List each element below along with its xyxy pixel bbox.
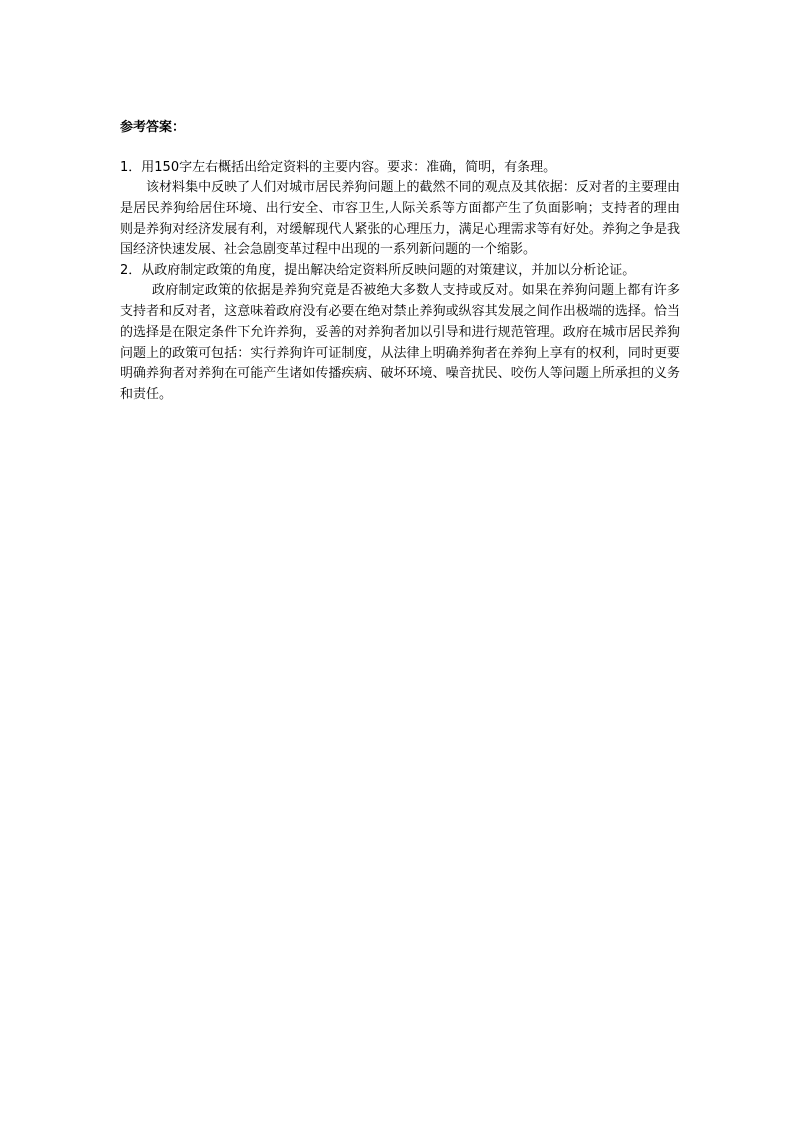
- answer-2-paragraph: 政府制定政策的依据是养狗究竟是否被绝大多数人支持或反对。如果在养狗问题上都有许多支持者和反对者，这意味着政府没有必要在绝对禁止养狗或纵容其发展之间作出极端的选择。恰当的选择是在限定条件下允许养狗，妥善的对养狗者加以引导和进行规范管理。政府在城市居民养狗问题上的政策可包括：实行养狗许可证制度，从法律上明确养狗者在养狗上享有的权利，同时更要明确养狗者对养狗在可能产生诸如传播疾病、破坏环境、噪音扰民、咬伤人等问题上所承担的义务和责任。: [120, 283, 680, 403]
- question-1: 1．用150字左右概括出给定资料的主要内容。要求：准确，简明，有条理。: [120, 160, 557, 175]
- answer-1-paragraph: 该材料集中反映了人们对城市居民养狗问题上的截然不同的观点及其依据：反对者的主要理由是居民养狗给居住环境、出行安全、市容卫生,人际关系等方面都产生了负面影响；支持者的理由则是养狗对经济发展有利，对缓解现代人紧张的心理压力，满足心理需求等有好处。养狗之争是我国经济快速发展、社会急剧变革过程中出现的一系列新问题的一个缩影。: [120, 180, 680, 258]
- answer-heading: 参考答案：: [120, 120, 186, 135]
- question-2: 2．从政府制定政策的角度，提出解决给定资料所反映问题的对策建议，并加以分析论证。: [120, 263, 636, 279]
- answer-section: [120, 118, 680, 406]
